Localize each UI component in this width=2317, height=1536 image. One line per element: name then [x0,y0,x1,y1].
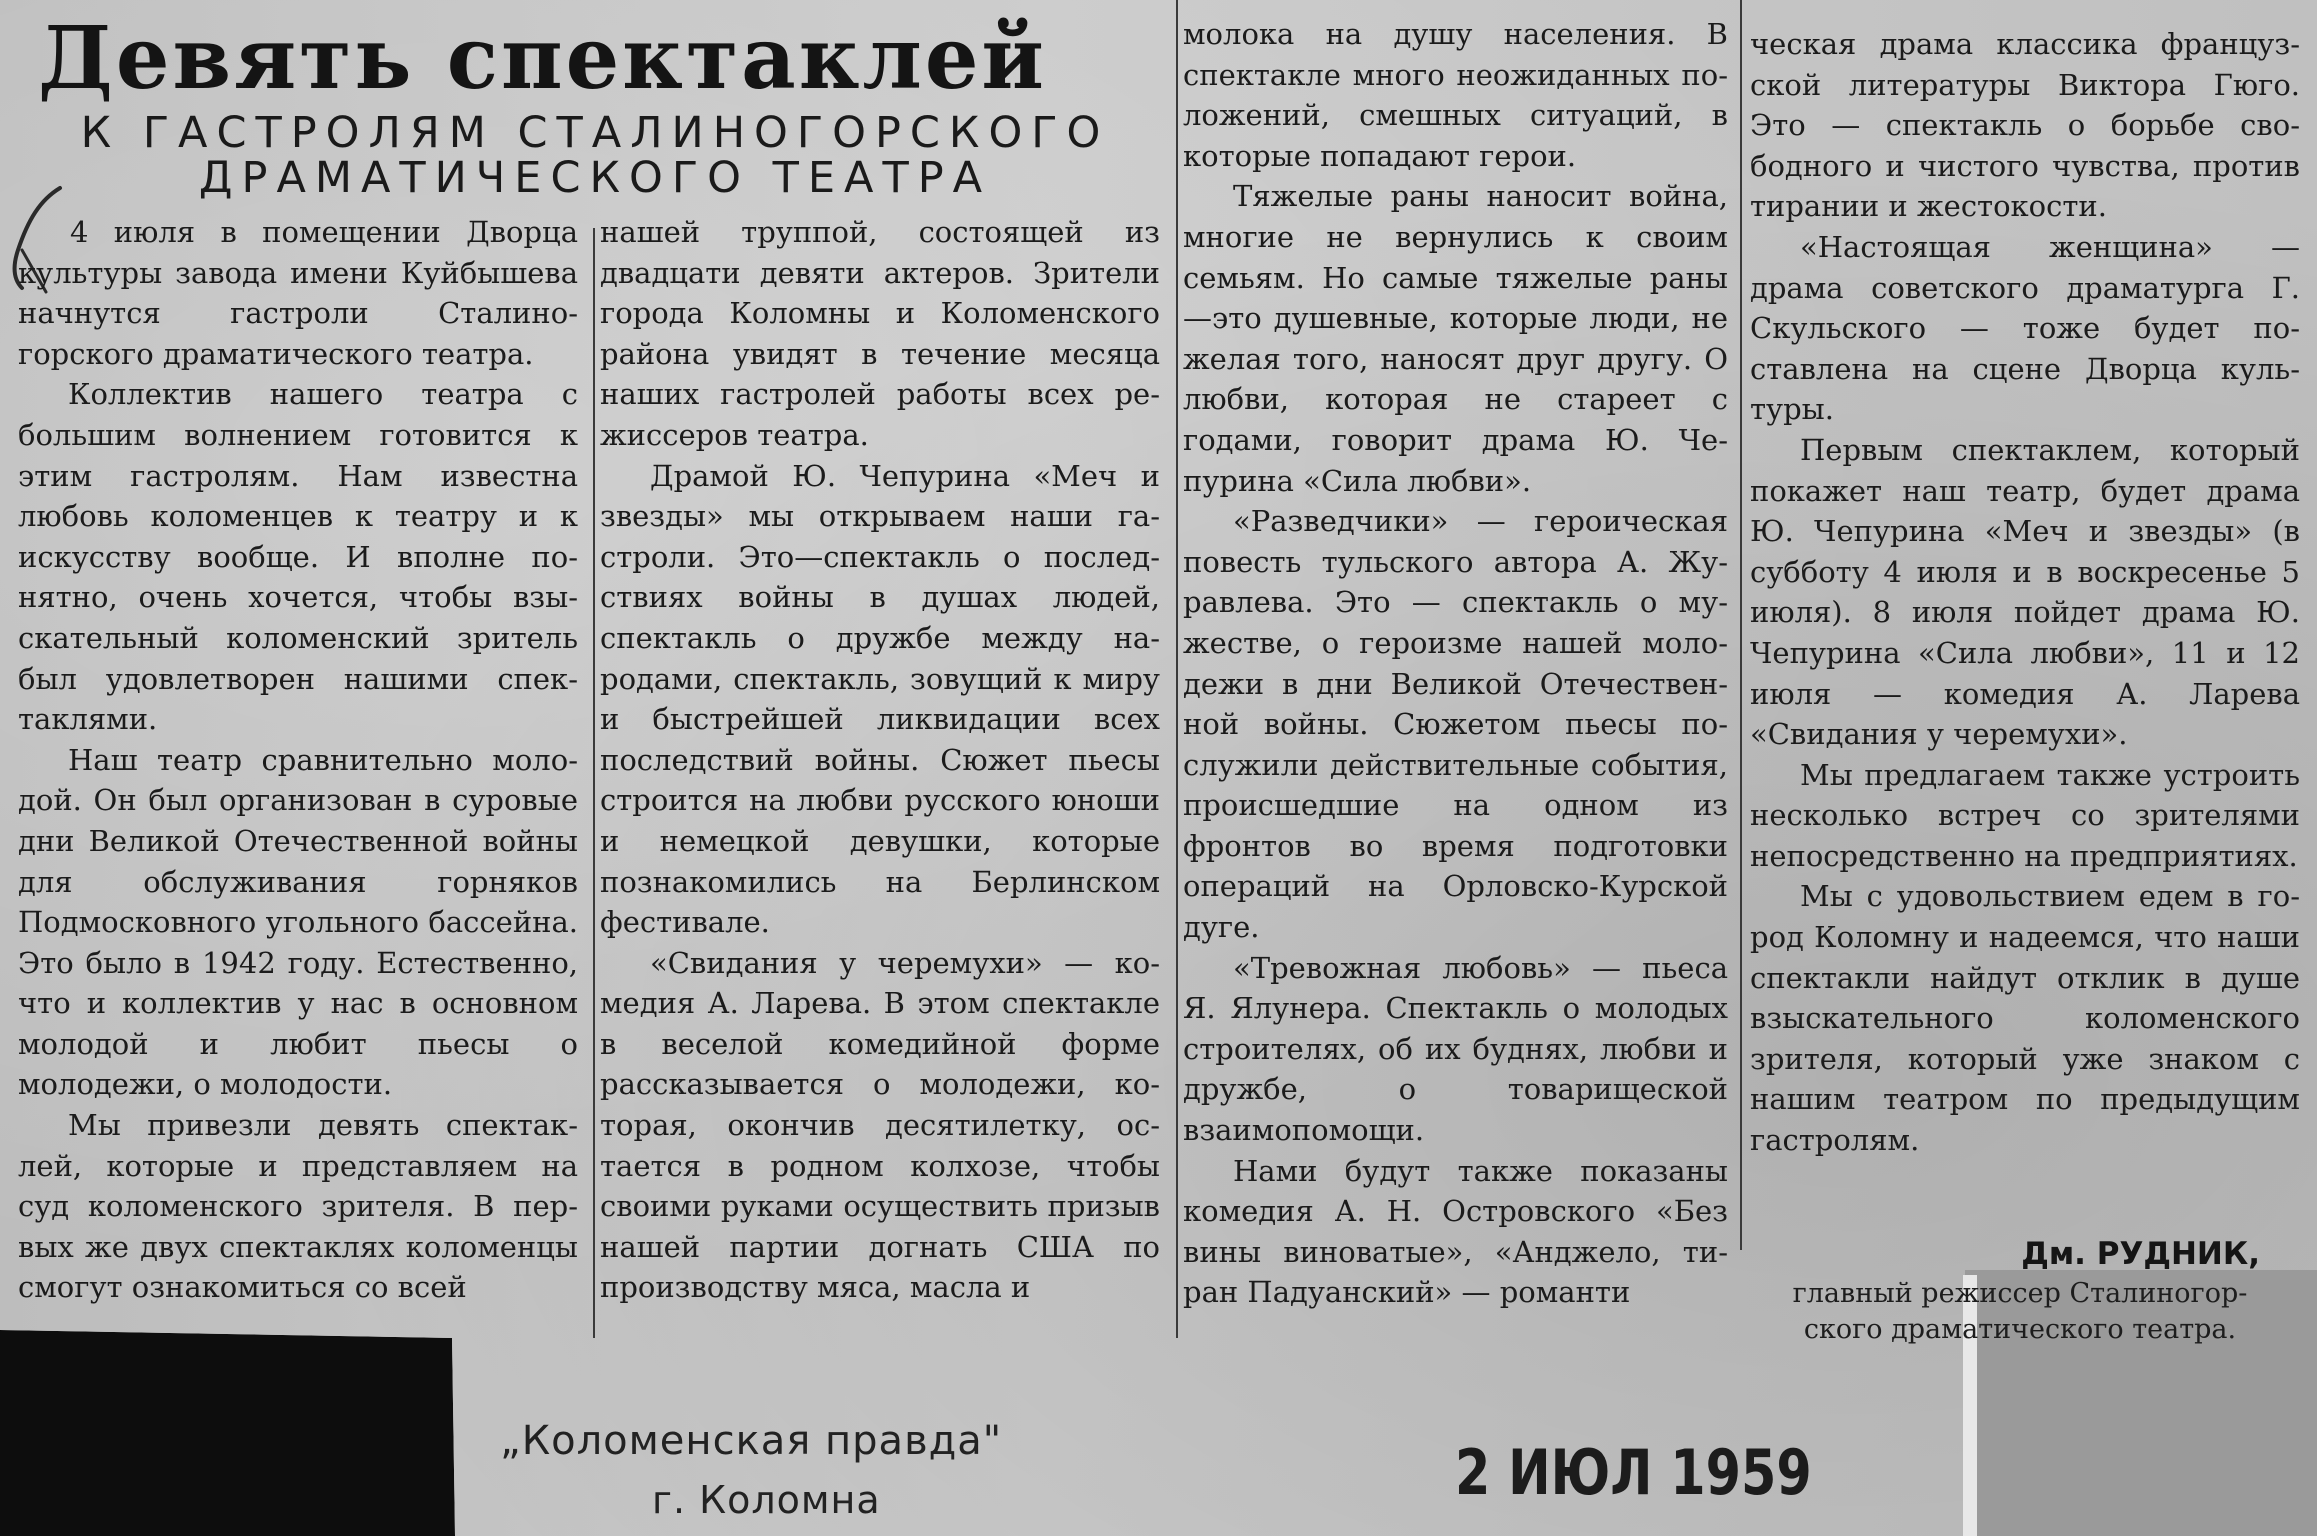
date-stamp: 2 ИЮЛ 1959 [1455,1436,1812,1509]
paragraph: нашей труппой, состоящей из двадцати девяти актеров. Зрители города Коломны и Коломенского района увидят в течение месяца наших гастролей работы всех режиссеров театра. [600,215,1160,452]
newspaper-stamp: „Коломенская правда" [500,1418,1003,1464]
paragraph: «Разведчики» — героическая повесть тульского автора А. Журавлева. Это — спектакль о мужестве, о героизме нашей молодежи в дни Великой Отечественной войны. Сюжетом пьесы послужили действительные события, происшедшие на одном из фронтов во время подготовки операций на Орловско-Курской дуге. [1183,504,1728,945]
paragraph: Мы привезли девять спектаклей, которые и представляем на суд коломенского зрителя. В первых же двух спектаклях коломенцы смогут ознакомиться со всей [18,1108,578,1305]
city-stamp: г. Коломна [652,1478,881,1522]
paragraph: «Тревожная любовь» — пьеса Я. Ялунера. Спектакль о молодых строителях, об их буднях, любви и дружбе, о товарищеской взаимопомощи. [1183,950,1728,1148]
paragraph: Тяжелые раны наносит война, многие не вернулись к своим семьям. Но самые тяжелые раны —это душевные, которые люди, не желая того, наносят друг другу. О любви, которая не стареет с годами, говорит драма Ю. Чепурина «Сила любви». [1183,179,1728,498]
author-role: главный режиссер Сталиногорского драматического театра. [1792,1278,2248,1345]
author-name: Дм. РУДНИК, [2021,1236,2260,1272]
paragraph: 4 июля в помещении Дворца культуры завода имени Куйбышева начнутся гастроли Сталиногорского драматического театра. [18,215,578,371]
subheadline-line-2: ДРАМАТИЧЕСКОГО ТЕАТРА [198,153,992,203]
column-rule [593,228,595,1338]
paragraph: «Свидания у черемухи» — комедия А. Ларева. В этом спектакле в веселой комедийной форме рассказывается о молодежи, которая, окончив десятилетку, остается в родном колхозе, чтобы своими руками осуществить призыв нашей партии догнать США по производству мяса, масла и [600,945,1160,1305]
paragraph: Первым спектаклем, который покажет наш театр, будет драма Ю. Чепурина «Меч и звезды» (в субботу 4 июля и в воскресенье 5 июля). 8 июля пойдет драма Ю. Чепурина «Сила любви», 11 и 12 июля — комедия А. Ларева «Свидания у черемухи». [1750,432,2300,752]
headline: Девять спектаклей [38,8,1047,109]
column-rule [1176,0,1178,1338]
paragraph: Наш театр сравнительно молодой. Он был организован в суровые дни Великой Отечественной войны для обслуживания горняков Подмосковного угольного бассейна. Это было в 1942 году. Естественно, что и коллектив у нас в основном молодой и любит пьесы о молодежи, о молодости. [18,742,578,1102]
paragraph: «Настоящая женщина» — драма советского драматурга Г. Скульского — тоже будет поставлена на сцене Дворца культуры. [1750,229,2300,427]
article-column-2 [600,212,1160,1308]
subheadline-line-1: К ГАСТРОЛЯМ СТАЛИНОГОРСКОГО [80,108,1110,158]
article-column-1 [18,212,578,1308]
paragraph: Нами будут также показаны комедия А. Н. Островского «Без вины виноватые», «Анджело, тиран Падуанский» — романти [1183,1153,1728,1310]
paragraph: ческая драма классика французской литературы Виктора Гюго. Это — спектакль о борьбе свободного и чистого чувства, против тирании и жестокости. [1750,27,2300,224]
paragraph: Коллектив нашего театра с большим волнением готовится к этим гастролям. Нам известна любовь коломенцев к театру и к искусству вообще. И вполне понятно, очень хочется, чтобы взыскательный коломенский зритель был удовлетворен нашими спектаклями. [18,377,578,737]
article-column-3 [1183,14,1728,1313]
column-rule [1740,0,1742,1250]
paragraph: Мы предлагаем также устроить несколько встреч со зрителями непосредственно на предприятиях. [1750,757,2300,873]
paragraph: Мы с удовольствием едем в город Коломну и надеемся, что наши спектакли найдут отклик в душе взыскательного коломенского зрителя, который уже знаком с нашим театром по предыдущим гастролям. [1750,879,2300,1158]
article-column-4 [1750,24,2300,1161]
paragraph: молока на душу населения. В спектакле много неожиданных положений, смешных ситуаций, в которые попадают герои. [1183,17,1728,173]
paragraph: Драмой Ю. Чепурина «Меч и звезды» мы открываем наши гастроли. Это—спектакль о последствиях войны в душах людей, спектакль о дружбе между народами, спектакль, зовущий к миру и быстрейшей ликвидации всех последствий войны. Сюжет пьесы строится на любви русского юноши и немецкой девушки, которые познакомились на Берлинском фестивале. [600,458,1160,940]
